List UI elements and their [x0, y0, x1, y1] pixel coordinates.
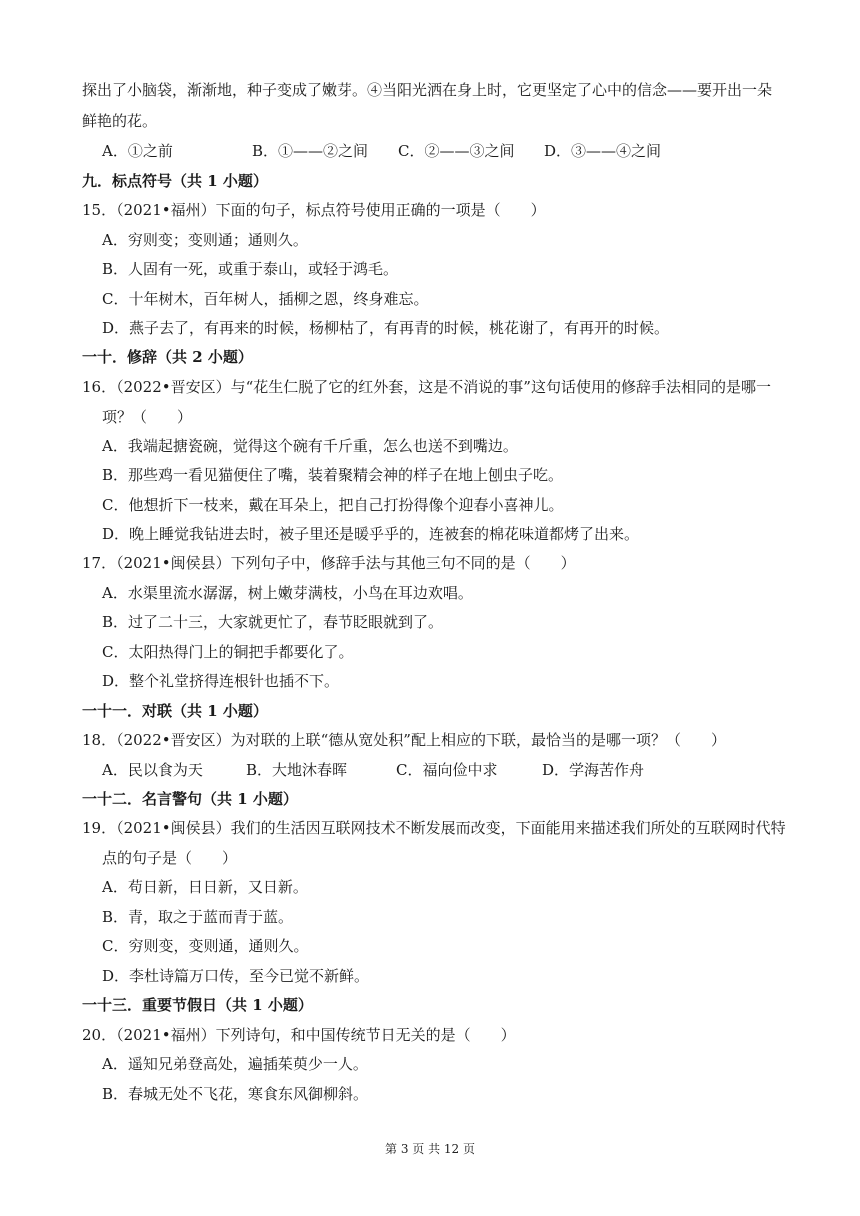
option-d: D．燕子去了，有再来的时候，杨柳枯了，有再青的时候，桃花谢了，有再开的时候。: [102, 319, 670, 337]
carry-line-2: 鲜艳的花。: [82, 112, 158, 130]
section-heading: 一十三．重要节假日（共 1 小题）: [82, 996, 313, 1014]
carry-line-1: 探出了小脑袋，渐渐地，种子变成了嫩芽。④当阳光洒在身上时，它更坚定了心中的信念——要开出一朵: [82, 81, 773, 99]
option-b: B．人固有一死，或重于泰山，或轻于鸿毛。: [102, 260, 399, 278]
section-heading: 九．标点符号（共 1 小题）: [82, 172, 268, 190]
option-b: B．青，取之于蓝而青于蓝。: [102, 908, 294, 926]
option-a: A．①之前: [102, 142, 173, 160]
option-b: B．那些鸡一看见猫便住了嘴，装着聚精会神的样子在地上刨虫子吃。: [102, 466, 564, 484]
section-heading: 一十．修辞（共 2 小题）: [82, 348, 253, 366]
option-d: D．晚上睡觉我钻进去时，被子里还是暖乎乎的，连被套的棉花味道都烤了出来。: [102, 525, 640, 543]
section-heading: 一十一．对联（共 1 小题）: [82, 702, 268, 720]
option-a: A．民以食为天: [102, 761, 203, 779]
option-d: D．李杜诗篇万口传，至今已觉不新鲜。: [102, 967, 370, 985]
option-c: C．太阳热得门上的铜把手都要化了。: [102, 643, 354, 661]
section-heading: 一十二．名言警句（共 1 小题）: [82, 790, 298, 808]
question-stem: 20．（2021•福州）下列诗句，和中国传统节日无关的是（ ）: [82, 1026, 516, 1044]
question-stem: 17．（2021•闽侯县）下列句子中，修辞手法与其他三句不同的是（ ）: [82, 554, 576, 572]
option-d: D．整个礼堂挤得连根针也插不下。: [102, 672, 340, 690]
question-stem: 15．（2021•福州）下面的句子，标点符号使用正确的一项是（ ）: [82, 201, 546, 219]
question-options: [102, 760, 644, 780]
option-b: B．①——②之间: [252, 142, 369, 160]
option-b: B．大地沐春晖: [246, 761, 348, 779]
option-c: C．穷则变，变则通，通则久。: [102, 937, 309, 955]
option-c: C．他想折下一枝来，戴在耳朵上，把自己打扮得像个迎春小喜神儿。: [102, 496, 564, 514]
option-a: A．水渠里流水潺潺，树上嫩芽满枝，小鸟在耳边欢唱。: [102, 584, 473, 602]
carry-options: [102, 141, 661, 161]
question-stem-continued: 点的句子是（ ）: [102, 849, 238, 867]
page-footer: 第 3 页 共 12 页: [385, 1142, 475, 1156]
question-stem: 18．（2022•晋安区）为对联的上联“德从宽处积”配上相应的下联，最恰当的是哪一项？（ ）: [82, 731, 726, 749]
option-c: C．②——③之间: [398, 142, 515, 160]
option-b: B．过了二十三，大家就更忙了，春节眨眼就到了。: [102, 613, 444, 631]
option-a: A．我端起搪瓷碗，觉得这个碗有千斤重，怎么也送不到嘴边。: [102, 437, 518, 455]
option-c: C．十年树木，百年树人，插柳之恩，终身难忘。: [102, 290, 429, 308]
option-a: A．苟日新，日日新，又日新。: [102, 878, 308, 896]
option-d: D．③——④之间: [544, 142, 662, 160]
option-c: C．福向俭中求: [396, 761, 498, 779]
option-a: A．遥知兄弟登高处，遍插茱萸少一人。: [102, 1055, 368, 1073]
option-b: B．春城无处不飞花，寒食东风御柳斜。: [102, 1085, 369, 1103]
question-stem: 16．（2022•晋安区）与“花生仁脱了它的红外套，这是不消说的事”这句话使用的修辞手法相同的是哪一: [82, 378, 771, 396]
question-stem-continued: 项？（ ）: [102, 408, 193, 426]
option-a: A．穷则变；变则通；通则久。: [102, 231, 308, 249]
question-stem: 19．（2021•闽侯县）我们的生活因互联网技术不断发展而改变，下面能用来描述我们所处的互联网时代特: [82, 819, 786, 837]
option-d: D．学海苦作舟: [542, 761, 645, 779]
